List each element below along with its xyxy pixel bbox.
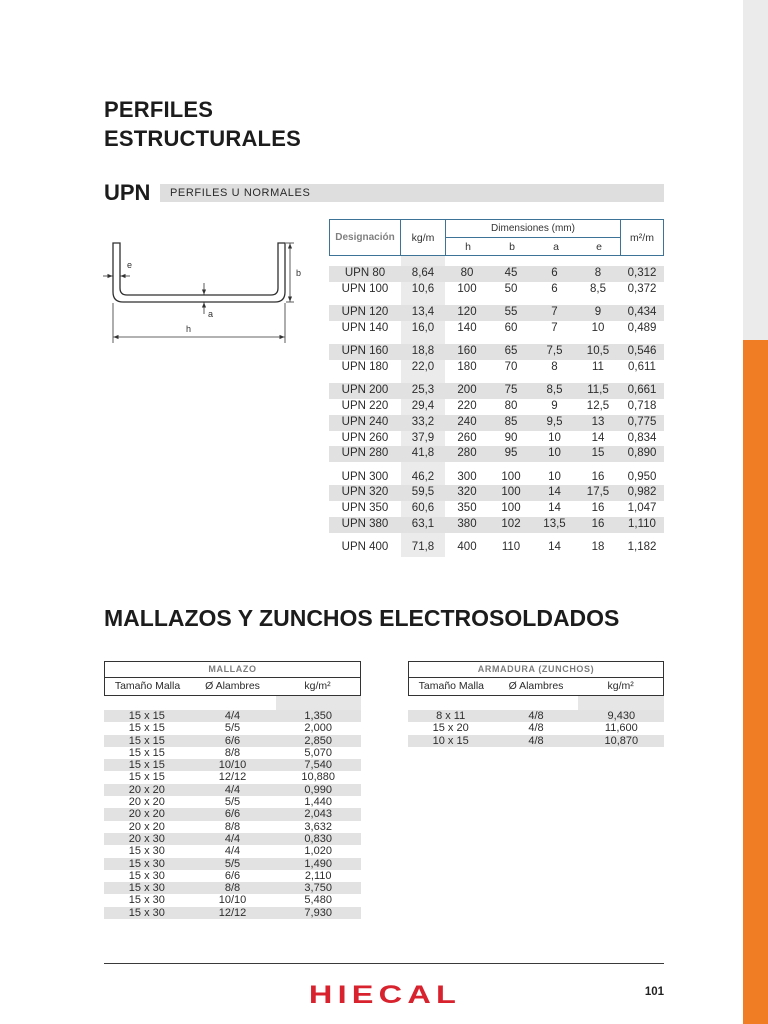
brand-logo: HIECAL: [308, 981, 462, 1009]
mesh-table-row: [104, 771, 361, 783]
a-cell: 8: [551, 360, 558, 373]
wire-diameter-cell: 8/8: [224, 882, 241, 895]
mallazo-table-header: [104, 661, 361, 696]
dimension-b-label: b: [296, 268, 302, 278]
mesh-table-row: [104, 907, 361, 919]
weight-cell: 1,020: [304, 845, 332, 858]
a-cell: 10: [548, 470, 561, 483]
column-header-wire-diameter: Ø Alambres: [508, 680, 564, 692]
m2-m-cell: 0,982: [627, 486, 657, 499]
b-cell: 55: [504, 305, 518, 318]
h-cell: 400: [457, 541, 477, 554]
header-m2-m: m²/m: [620, 220, 663, 255]
weight-cell: 10,880: [301, 771, 335, 784]
b-cell: 85: [504, 415, 518, 428]
designation-cell: UPN 240: [341, 415, 389, 428]
b-cell: 90: [504, 431, 518, 444]
h-cell: 160: [457, 344, 477, 357]
upn-table-row: [329, 399, 664, 415]
mesh-size-cell: 15 x 30: [128, 906, 165, 919]
wire-diameter-cell: 4/4: [224, 710, 241, 722]
upn-row-group: [329, 305, 664, 337]
upn-table-row: [329, 344, 664, 360]
wire-diameter-cell: 4/4: [224, 845, 241, 858]
mesh-size-cell: 20 x 20: [128, 796, 165, 809]
h-cell: 80: [460, 267, 474, 279]
mallazo-weight-column-shading: [276, 696, 361, 710]
e-cell: 12,5: [586, 399, 610, 412]
side-accent-bar: [743, 340, 768, 1024]
h-cell: 140: [457, 321, 477, 334]
kg-m-cell: 60,6: [411, 502, 435, 515]
weight-cell: 9,430: [607, 710, 636, 722]
m2-m-cell: 0,775: [627, 415, 657, 428]
mesh-table-row: [104, 784, 361, 796]
mesh-size-cell: 15 x 30: [128, 869, 165, 882]
mallazo-table-title: MALLAZO: [105, 662, 360, 678]
b-cell: 65: [504, 344, 518, 357]
kg-m-cell: 10,6: [411, 282, 435, 295]
wire-diameter-cell: 10/10: [218, 894, 247, 907]
header-dimensions: Dimensiones (mm): [446, 220, 620, 238]
upn-table-body: [329, 266, 664, 563]
upn-table-row: [329, 266, 664, 282]
designation-cell: UPN 280: [341, 447, 389, 460]
a-cell: 14: [548, 541, 561, 554]
m2-m-cell: 0,661: [627, 383, 657, 396]
weight-cell: 10,870: [604, 734, 639, 747]
e-cell: 15: [591, 447, 605, 460]
wire-diameter-cell: 8/8: [224, 746, 241, 759]
h-cell: 100: [457, 282, 477, 295]
upn-table-row: [329, 383, 664, 399]
wire-diameter-cell: 4/4: [224, 832, 241, 845]
mesh-size-cell: 20 x 30: [128, 832, 165, 845]
weight-cell: 2,110: [304, 869, 332, 882]
dimension-h-label: h: [186, 324, 192, 334]
weight-cell: 0,990: [304, 783, 332, 796]
upn-row-group: [329, 540, 664, 556]
upn-table-row: [329, 415, 664, 431]
m2-m-cell: 0,546: [627, 344, 657, 357]
e-cell: 18: [591, 541, 605, 554]
e-cell: 8: [594, 267, 602, 279]
mesh-table-row: [408, 710, 664, 722]
weight-cell: 5,480: [304, 894, 332, 907]
mallazo-column-headers: [105, 678, 360, 695]
wire-diameter-cell: 5/5: [224, 722, 241, 735]
kg-m-cell: 18,8: [411, 344, 435, 357]
channel-section-outline: [113, 243, 285, 302]
weight-cell: 1,490: [304, 857, 332, 870]
kg-m-cell: 37,9: [411, 431, 435, 444]
weight-cell: 2,043: [304, 808, 332, 821]
designation-cell: UPN 400: [341, 541, 389, 554]
m2-m-cell: 0,312: [627, 267, 657, 279]
designation-cell: UPN 220: [341, 399, 389, 412]
mesh-size-cell: 20 x 20: [128, 820, 165, 833]
mesh-table-row: [104, 722, 361, 734]
weight-cell: 11,600: [604, 722, 638, 735]
kg-m-cell: 25,3: [411, 383, 435, 396]
m2-m-cell: 0,718: [627, 399, 657, 412]
upn-row-group: [329, 470, 664, 534]
weight-cell: 1,440: [304, 796, 332, 809]
mesh-table-row: [104, 858, 361, 870]
upn-table-row: [329, 517, 664, 533]
mesh-table-row: [104, 735, 361, 747]
e-cell: 8,5: [590, 282, 606, 295]
kg-m-cell: 29,4: [411, 399, 435, 412]
h-cell: 320: [457, 486, 477, 499]
kg-m-cell: 59,5: [411, 486, 435, 499]
wire-diameter-cell: 4/8: [528, 722, 544, 735]
a-cell: 9,5: [546, 415, 563, 428]
h-cell: 120: [457, 305, 477, 318]
kg-m-cell: 63,1: [411, 518, 435, 531]
wire-diameter-cell: 4/8: [528, 734, 544, 747]
mesh-table-row: [408, 722, 664, 734]
upn-table-row: [329, 321, 664, 337]
header-dim-e: e: [596, 240, 602, 253]
page-title-line-2: ESTRUCTURALES: [104, 126, 301, 151]
page-title-line-1: PERFILES: [104, 97, 214, 122]
m2-m-cell: 1,182: [627, 541, 657, 554]
m2-m-cell: 0,434: [627, 305, 657, 318]
mesh-size-cell: 15 x 30: [128, 882, 165, 895]
m2-m-cell: 0,834: [627, 431, 657, 444]
armadura-table-header: [408, 661, 664, 696]
mesh-size-cell: 15 x 15: [128, 746, 165, 759]
wire-diameter-cell: 10/10: [218, 759, 247, 772]
mesh-size-cell: 20 x 20: [128, 783, 165, 796]
armadura-weight-column-shading: [578, 696, 664, 710]
profile-code: UPN: [104, 180, 151, 205]
mesh-size-cell: 8 x 11: [436, 710, 466, 722]
mesh-size-cell: 15 x 30: [128, 845, 165, 858]
kg-m-cell: 22,0: [411, 360, 435, 373]
b-cell: 50: [504, 282, 518, 295]
e-cell: 10: [591, 321, 605, 334]
mesh-table-row: [104, 808, 361, 820]
b-cell: 70: [504, 360, 518, 373]
footer-divider: [104, 963, 664, 964]
e-cell: 16: [591, 518, 605, 531]
mesh-size-cell: 15 x 15: [128, 771, 165, 784]
mesh-size-cell: 15 x 15: [128, 722, 165, 735]
designation-cell: UPN 200: [341, 383, 389, 396]
column-header-mesh-size: Tamaño Malla: [418, 680, 485, 692]
upn-table-row: [329, 470, 664, 486]
m2-m-cell: 1,047: [627, 502, 657, 515]
designation-cell: UPN 120: [341, 305, 389, 318]
wire-diameter-cell: 4/8: [528, 710, 544, 722]
armadura-table-title: ARMADURA (ZUNCHOS): [409, 662, 663, 678]
h-cell: 380: [457, 518, 477, 531]
e-cell: 17,5: [586, 486, 610, 499]
upn-table-row: [329, 305, 664, 321]
kg-m-cell: 16,0: [411, 321, 435, 334]
mesh-table-row: [104, 845, 361, 857]
e-cell: 14: [591, 431, 605, 444]
profile-subtitle-bar: [160, 184, 664, 202]
a-cell: 8,5: [546, 383, 563, 396]
wire-diameter-cell: 5/5: [224, 857, 241, 870]
mesh-table-row: [104, 894, 361, 906]
designation-cell: UPN 80: [344, 267, 386, 279]
upn-table-row: [329, 282, 664, 298]
a-cell: 7: [551, 305, 558, 318]
h-cell: 240: [457, 415, 477, 428]
page-number: 101: [644, 986, 664, 998]
upn-table-row: [329, 360, 664, 376]
a-cell: 13,5: [543, 518, 566, 531]
h-cell: 220: [457, 399, 477, 412]
kg-m-cell: 33,2: [411, 415, 435, 428]
header-dim-b: b: [509, 240, 515, 253]
m2-m-cell: 1,110: [628, 518, 656, 531]
m2-m-cell: 0,890: [627, 447, 657, 460]
h-cell: 300: [457, 470, 477, 483]
b-cell: 60: [504, 321, 518, 334]
mesh-size-cell: 10 x 15: [432, 734, 469, 747]
mesh-table-row: [104, 796, 361, 808]
dimension-a-label: a: [208, 309, 214, 319]
kg-m-cell: 13,4: [411, 305, 435, 318]
upn-table-header: [329, 219, 664, 256]
h-cell: 180: [457, 360, 477, 373]
m2-m-cell: 0,611: [628, 360, 656, 373]
profile-subtitle: PERFILES U NORMALES: [170, 187, 311, 199]
mesh-size-cell: 15 x 20: [432, 722, 469, 735]
m2-m-cell: 0,950: [627, 470, 657, 483]
designation-cell: UPN 380: [341, 518, 389, 531]
e-cell: 11,5: [587, 383, 609, 396]
e-cell: 13: [591, 415, 605, 428]
b-cell: 75: [504, 383, 518, 396]
wire-diameter-cell: 6/6: [224, 734, 241, 747]
e-cell: 16: [591, 470, 605, 483]
weight-cell: 7,540: [304, 759, 332, 772]
wire-diameter-cell: 12/12: [218, 771, 247, 784]
a-cell: 6: [551, 267, 558, 279]
b-cell: 100: [501, 470, 521, 483]
weight-cell: 5,070: [304, 746, 332, 759]
designation-cell: UPN 320: [341, 486, 389, 499]
h-cell: 280: [457, 447, 477, 460]
b-cell: 110: [501, 541, 521, 554]
b-cell: 100: [501, 486, 521, 499]
mesh-table-row: [104, 747, 361, 759]
b-cell: 102: [501, 518, 521, 531]
column-header-mesh-size: Tamaño Malla: [114, 680, 181, 692]
mesh-table-row: [104, 882, 361, 894]
armadura-column-headers: [409, 678, 663, 695]
upn-row-group: [329, 383, 664, 462]
wire-diameter-cell: 5/5: [224, 796, 241, 809]
armadura-table-body: [408, 710, 664, 747]
a-cell: 14: [548, 486, 561, 499]
b-cell: 100: [501, 502, 521, 515]
mesh-table-row: [408, 735, 664, 747]
a-cell: 10: [548, 447, 561, 460]
mesh-table-row: [104, 833, 361, 845]
upn-table-row: [329, 431, 664, 447]
designation-cell: UPN 180: [341, 360, 389, 373]
a-cell: 7,5: [546, 344, 563, 357]
weight-cell: 0,830: [304, 832, 332, 845]
upn-table-row: [329, 485, 664, 501]
weight-cell: 1,350: [304, 710, 332, 722]
mesh-size-cell: 20 x 20: [128, 808, 165, 821]
upn-table-row: [329, 540, 664, 556]
mesh-size-cell: 15 x 30: [128, 894, 165, 907]
upn-table-row: [329, 501, 664, 517]
section-title-mesh: MALLAZOS Y ZUNCHOS ELECTROSOLDADOS: [104, 605, 620, 631]
wire-diameter-cell: 4/4: [224, 783, 241, 796]
b-cell: 80: [504, 399, 518, 412]
h-cell: 200: [457, 383, 477, 396]
designation-cell: UPN 100: [341, 282, 389, 295]
designation-cell: UPN 160: [341, 344, 389, 357]
mesh-size-cell: 15 x 15: [128, 759, 165, 772]
h-cell: 260: [457, 431, 477, 444]
wire-diameter-cell: 6/6: [224, 869, 241, 882]
weight-cell: 3,632: [304, 820, 332, 833]
e-cell: 11: [592, 360, 604, 373]
page-title: [104, 95, 301, 153]
upn-table-row: [329, 446, 664, 462]
a-cell: 14: [548, 502, 561, 515]
mallazo-table-body: [104, 710, 361, 919]
b-cell: 95: [504, 447, 518, 460]
wire-diameter-cell: 6/6: [224, 808, 241, 821]
e-cell: 16: [591, 502, 605, 515]
column-header-wire-diameter: Ø Alambres: [205, 680, 260, 692]
weight-cell: 2,000: [304, 722, 332, 735]
column-header-weight: kg/m²: [607, 680, 634, 692]
a-cell: 7: [551, 321, 558, 334]
mesh-size-cell: 15 x 15: [128, 734, 165, 747]
header-designation: [330, 220, 401, 255]
mesh-table-row: [104, 870, 361, 882]
mesh-size-cell: 15 x 15: [128, 710, 165, 722]
h-cell: 350: [457, 502, 477, 515]
e-cell: 9: [594, 305, 602, 318]
mesh-size-cell: 15 x 30: [128, 857, 165, 870]
header-kg-m: kg/m: [401, 220, 446, 255]
upn-profile-diagram: [100, 236, 310, 348]
weight-cell: 2,850: [304, 734, 332, 747]
wire-diameter-cell: 8/8: [224, 820, 241, 833]
column-header-weight: kg/m²: [304, 680, 331, 692]
mesh-table-row: [104, 710, 361, 722]
designation-cell: UPN 350: [341, 502, 389, 515]
kg-m-cell: 71,8: [411, 541, 435, 554]
kg-m-cell: 8,64: [411, 267, 435, 279]
a-cell: 10: [548, 431, 561, 444]
mesh-table-row: [104, 821, 361, 833]
kg-m-cell: 41,8: [411, 447, 435, 460]
b-cell: 45: [504, 267, 518, 279]
wire-diameter-cell: 12/12: [218, 906, 247, 919]
upn-row-group: [329, 266, 664, 298]
m2-m-cell: 0,489: [627, 321, 657, 334]
weight-cell: 7,930: [304, 906, 332, 919]
a-cell: 6: [551, 282, 558, 295]
designation-cell: UPN 140: [341, 321, 389, 334]
e-cell: 10,5: [586, 344, 610, 357]
weight-cell: 3,750: [304, 882, 332, 895]
m2-m-cell: 0,372: [627, 282, 657, 295]
upn-row-group: [329, 344, 664, 376]
kg-m-cell: 46,2: [411, 470, 435, 483]
header-dim-a: a: [553, 240, 559, 253]
designation-cell: UPN 300: [341, 470, 389, 483]
mesh-table-row: [104, 759, 361, 771]
header-designation-label: Designación: [335, 232, 395, 243]
designation-cell: UPN 260: [341, 431, 389, 444]
header-dim-h: h: [465, 240, 471, 253]
a-cell: 9: [551, 399, 558, 412]
dimension-e-label: e: [127, 260, 133, 270]
